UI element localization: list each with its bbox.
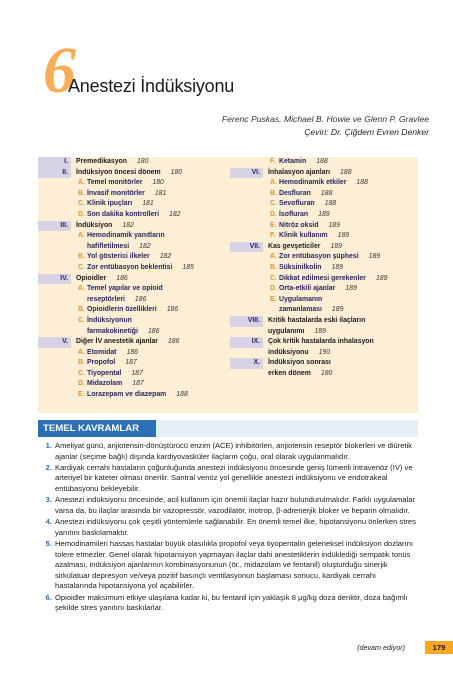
toc-letter: C.: [78, 316, 85, 324]
toc-label-text: İndüksiyonun: [87, 316, 132, 324]
key-concept-number: 4.: [45, 517, 52, 527]
toc-label: [87, 390, 188, 401]
toc-letter: A.: [78, 285, 85, 293]
toc-label: [87, 358, 137, 369]
toc-letter: D.: [270, 285, 277, 293]
toc-label-text: Tiyopental: [87, 369, 122, 377]
toc-letter: C.: [78, 369, 85, 377]
toc-label-text: İnvasif monitörler: [87, 189, 145, 197]
toc-section-number: [230, 348, 263, 359]
toc-label: [76, 221, 134, 232]
toc-section-number: VII.: [230, 242, 263, 253]
toc-label-text: uygulanımı: [268, 327, 305, 335]
toc-label: [279, 189, 332, 200]
toc-letter: B.: [78, 306, 85, 314]
toc-page: 180: [136, 158, 149, 165]
toc-label: [87, 305, 178, 316]
toc-label-text: reseptörleri: [87, 295, 125, 303]
key-concept-item: [38, 463, 418, 495]
toc-page: 181: [142, 200, 154, 208]
toc-page: 188: [324, 200, 337, 208]
toc-subsection: [38, 252, 228, 263]
toc-letter: A.: [78, 232, 85, 240]
toc-page: 181: [154, 189, 167, 197]
toc-subsection: [38, 358, 228, 369]
toc-subsection: [230, 178, 418, 189]
toc-subsection: [38, 295, 228, 306]
toc-page: 187: [132, 380, 144, 388]
toc-page: 185: [182, 263, 194, 271]
toc-letter: D.: [78, 380, 85, 388]
toc-label-text: Opioidlerin özellikleri: [87, 306, 157, 314]
toc-subsection: [38, 327, 228, 338]
toc-label: [87, 199, 154, 210]
toc-page: 188: [356, 179, 368, 187]
toc-label: [76, 274, 128, 285]
toc-letter: A.: [270, 179, 277, 187]
toc-label: [76, 337, 179, 348]
toc-subsection: [38, 263, 228, 274]
toc-label-text: İndüksiyon: [76, 221, 113, 229]
toc-label: [279, 274, 387, 285]
toc-section: [230, 242, 418, 253]
toc-label-text: Propofol: [87, 359, 116, 367]
key-concept-number: 3.: [45, 495, 52, 505]
toc-label: [279, 284, 357, 295]
toc-label: [268, 369, 332, 380]
key-concept-text: Opioidler maksimum etkiye ulaşılana kadar ki, bu fentanil için yaklaşık 8 μg/kg doza denktir, doza bağımlı şekilde stres yanıtını baskılarlar.: [55, 592, 408, 613]
toc-label-text: Nitröz oksid: [279, 221, 319, 229]
toc-subsection: [38, 348, 228, 359]
toc-label-text: hafifletilmesi: [87, 242, 130, 250]
key-concepts-title: TEMEL KAVRAMLAR: [38, 420, 156, 437]
toc-section: [38, 274, 228, 285]
toc-subsection: [230, 295, 418, 306]
toc-section: [230, 369, 418, 380]
toc-page: 189: [328, 221, 340, 229]
toc-label-text: Temel monitörler: [87, 179, 143, 187]
toc-label-text: Uygulamanın: [279, 295, 323, 303]
key-concepts-list: [38, 441, 418, 615]
toc-label-text: Kas gevşeticiler: [268, 242, 321, 250]
toc-label-text: Lorazepam ve diazepam: [87, 391, 167, 399]
toc-page: 189: [318, 210, 330, 218]
toc-subsection: [38, 242, 228, 253]
toc-page: 188: [316, 158, 328, 165]
toc-letter: A.: [78, 179, 85, 187]
toc-page: 180: [170, 168, 183, 176]
toc-label: [268, 327, 326, 338]
key-concept-item: [38, 593, 418, 614]
toc-section-number: [230, 327, 263, 338]
toc-section: [230, 327, 418, 338]
toc-label-text: Diğer İV anestetik ajanlar: [76, 338, 158, 346]
toc-letter: B.: [78, 189, 85, 197]
toc-page: 189: [314, 327, 326, 335]
toc-section: [38, 168, 228, 179]
toc-label-text: Klinik kullanım: [279, 232, 328, 240]
key-concept-text: Ameliyat günü, anjiotensin-dönüştürücü enzim (ACE) inhibitörleri, anjiotensin reseptör blokerleri ve diüretik ajanlar (seçime bağlı) dışında kardiyovasküler ilaçların çoğu, oral olarak uygulanmalıdır.: [55, 441, 413, 461]
key-concept-text: Kardiyak cerrahi hastaların çoğunluğunda anestezi indüksiyonu öncesinde geniş lümenli intravenöz (İV) ve arteriyel bir kateter olması önerilir. Santral venöz yol genellikle anestezi indüksiyonu ve endotrakeal entübasyonu bekleyebilir.: [55, 462, 413, 494]
toc-label-text: Süksinilkolin: [279, 263, 322, 271]
toc-label: [87, 284, 163, 295]
toc-letter: A.: [78, 348, 85, 356]
toc-label-text: Orta-etkili ajanlar: [279, 285, 336, 293]
toc-page: 186: [166, 306, 179, 314]
toc-subsection: [230, 231, 418, 242]
toc-subsection: [38, 284, 228, 295]
toc-page: 189: [330, 242, 342, 250]
toc-page: 186: [167, 338, 180, 346]
toc-letter: F.: [270, 232, 276, 240]
toc-subsection: [230, 252, 418, 263]
toc-subsection: [38, 390, 228, 401]
toc-label: [87, 231, 165, 242]
toc-label-text: Klinik ipuçları: [87, 200, 133, 208]
toc-label: [279, 263, 343, 274]
toc-subsection: [230, 274, 418, 285]
toc-page: 189: [331, 306, 344, 314]
toc-label: [268, 358, 331, 369]
toc-label-text: Desfluran: [279, 189, 311, 197]
toc-letter: B.: [78, 253, 85, 261]
toc-section-number: VI.: [230, 168, 263, 179]
toc-label-text: Etomidat: [87, 348, 117, 356]
toc-subsection: [230, 305, 418, 316]
key-concept-text: Anestezi indüksiyonu öncesinde, acil kullanım için önemli ilaçlar hazır bulundurulmalıdır. Farklı uygulamalar varsa da, bu ilaçlar arasında bir vazopressör, vazodilatör, inotrop, β-adrenerjik bloker ve heparin olmalıdır.: [55, 495, 416, 515]
toc-label-text: Zor entübasyon şüphesi: [279, 253, 359, 261]
key-concept-number: 1.: [45, 441, 52, 450]
toc-page: 189: [368, 253, 381, 261]
key-concept-item: [38, 539, 418, 592]
toc-label-text: Yol gösterici ilkeler: [87, 253, 150, 261]
toc-letter: C.: [78, 263, 85, 271]
toc-label-text: Zor entübasyon beklentisi: [87, 263, 173, 271]
toc-label: [279, 252, 380, 263]
chapter-header: [43, 34, 423, 108]
toc-letter: A.: [270, 253, 277, 261]
toc-label-text: Opioidler: [76, 274, 107, 282]
toc-page: 188: [176, 391, 188, 399]
toc-page: 182: [122, 221, 134, 229]
toc-page: 182: [159, 253, 172, 261]
toc-label: [87, 348, 138, 359]
toc-section-number: VIII.: [230, 316, 263, 327]
toc-label-text: Sevofluran: [279, 200, 315, 208]
toc-letter: E.: [270, 221, 277, 229]
toc-label: [268, 168, 352, 179]
toc-letter: D.: [270, 210, 277, 218]
toc-label-text: zamanlaması: [279, 306, 322, 314]
toc-letter: F.: [270, 158, 276, 165]
toc-label-text: Premedikasyon: [76, 158, 127, 165]
translator: Çeviri: Dr. Çiğdem Evren Denker: [304, 127, 429, 137]
toc-letter: B.: [78, 359, 85, 367]
toc-page: 188: [320, 189, 333, 197]
toc-label: [279, 305, 343, 316]
toc-page: 186: [126, 348, 138, 356]
toc-subsection: [38, 199, 228, 210]
authors-block: [222, 113, 429, 139]
toc-page: 182: [139, 242, 151, 250]
key-concept-item: [38, 495, 418, 516]
toc-page: 187: [131, 369, 143, 377]
toc-letter: C.: [270, 274, 277, 282]
table-of-contents: [38, 157, 418, 413]
toc-label: [76, 168, 182, 179]
toc-label: [87, 263, 194, 274]
toc-page: 188: [340, 168, 352, 176]
toc-subsection: [38, 210, 228, 221]
toc-section-number: IX.: [230, 337, 263, 348]
toc-label: [279, 231, 349, 242]
toc-subsection: [230, 221, 418, 232]
toc-label: [87, 316, 132, 327]
toc-subsection: [230, 199, 418, 210]
toc-section-number: X.: [230, 358, 263, 369]
toc-label: [279, 199, 336, 210]
toc-subsection: [38, 316, 228, 327]
toc-letter: E.: [78, 391, 85, 399]
toc-label-text: İndüksiyon öncesi dönem: [76, 168, 161, 176]
toc-label: [268, 348, 330, 359]
toc-subsection: [38, 369, 228, 380]
toc-section-number: III.: [38, 221, 71, 232]
toc-right-column: [230, 157, 418, 379]
toc-label: [279, 295, 322, 306]
continued-note: [357, 643, 405, 652]
toc-page: 182: [169, 210, 181, 218]
toc-subsection: [230, 210, 418, 221]
toc-section-number: [230, 369, 263, 380]
toc-subsection: [230, 284, 418, 295]
toc-label: [87, 210, 181, 221]
toc-label: [87, 327, 159, 338]
toc-page: 186: [147, 327, 160, 335]
toc-page: 190: [318, 348, 331, 356]
toc-subsection: [230, 157, 418, 168]
toc-subsection: [38, 178, 228, 189]
toc-label: [268, 242, 342, 253]
toc-subsection: [38, 305, 228, 316]
toc-letter: C.: [78, 200, 85, 208]
toc-label-text: farmakokinetiği: [87, 327, 138, 335]
toc-section: [38, 157, 228, 168]
toc-label-text: İsofluran: [279, 210, 309, 218]
toc-subsection: [230, 263, 418, 274]
page-number: 179: [425, 641, 453, 654]
toc-label: [279, 157, 328, 168]
toc-label-text: Hemodinamik yanıtların: [87, 232, 165, 240]
toc-label: [279, 178, 368, 189]
toc-left-column: [38, 157, 228, 401]
toc-label: [279, 210, 330, 221]
toc-page: 180: [320, 369, 333, 377]
toc-label-text: İndüksiyon sonrası: [268, 359, 331, 367]
toc-letter: C.: [270, 200, 277, 208]
toc-section-number: V.: [38, 337, 71, 348]
toc-label: [87, 379, 144, 390]
key-concept-number: 2.: [45, 462, 52, 472]
toc-section-number: II.: [38, 168, 71, 179]
key-concept-text: Anestezi indüksiyonu çok çeşitli yöntemlerle sağlanabilir. En önemli temel ilke, hipotansiyonu önlerken stres yanıtını baskılamaktır.: [55, 517, 416, 537]
toc-label: [87, 178, 164, 189]
toc-label: [87, 369, 143, 380]
toc-section: [230, 316, 418, 327]
key-concept-item: [38, 517, 418, 538]
toc-letter: B.: [270, 189, 277, 197]
toc-label-text: Çok kritik hastalarda inhalasyon: [268, 338, 374, 346]
key-concept-text: Hemodinamileri hassas hastalar büyük olasılıkla propofol veya tiyopentalin geleneksel indüksiyon dozlarını tolere etmezler. Genel olarak hipotansiyon yapmayan ilaçlar dahi anestetiklerin indüklediği sempatik tonüs azalması, indüksiyon ajanlarının kombinasyonunun (ör., midazolam ve fentanil) oluşturduğu sinerjik sirkülatuar depresyon ve/veya pozitif basınçlı ventilasyonun başlaması sonucu, kardiyak cerrahi hastalarında hipotansiyona yol açabilirler.: [55, 539, 413, 591]
toc-label-text: Dikkat edilmesi gerekenler: [279, 274, 366, 282]
toc-label: [87, 242, 151, 253]
toc-page: 187: [125, 359, 137, 367]
toc-section: [38, 337, 228, 348]
chapter-title: Anestezi İndüksiyonu: [68, 76, 235, 96]
toc-label: [87, 295, 146, 306]
toc-label-text: indüksiyonu: [268, 348, 309, 356]
toc-label-text: Kritik hastalarda eski ilaçların: [268, 316, 366, 324]
toc-subsection: [230, 189, 418, 200]
toc-letter: B.: [270, 263, 277, 271]
key-concepts-header: [38, 420, 418, 437]
toc-label: [268, 337, 374, 348]
key-concept-number: 6.: [45, 592, 52, 602]
toc-section: [38, 221, 228, 232]
toc-label: [87, 252, 171, 263]
chapter-number: 6: [43, 34, 76, 107]
key-concept-item: [38, 441, 418, 462]
toc-section-number: IV.: [38, 274, 71, 285]
toc-label-text: Hemodinamik etkiler: [279, 179, 347, 187]
toc-page: 189: [337, 232, 350, 240]
toc-label: [87, 189, 166, 200]
toc-section: [230, 358, 418, 369]
toc-page: 189: [345, 285, 357, 293]
authors: Ferenc Puskas, Michael B. Howie ve Glenn P. Gravlee: [221, 114, 429, 124]
toc-page: 189: [331, 263, 344, 271]
key-concept-number: 5.: [45, 539, 52, 549]
continued-text: (devam ediyor): [357, 643, 405, 652]
toc-label: [279, 221, 340, 232]
toc-label-text: Son dakika kontrolleri: [87, 210, 159, 218]
toc-letter: D.: [78, 210, 85, 218]
toc-page: 189: [375, 274, 388, 282]
toc-label-text: Midazolam: [87, 380, 123, 388]
toc-section: [230, 337, 418, 348]
toc-page: 180: [152, 179, 164, 187]
toc-subsection: [38, 189, 228, 200]
toc-label-text: İnhalasyon ajanları: [268, 168, 331, 176]
toc-label: [76, 157, 148, 168]
toc-letter: E.: [270, 295, 277, 303]
toc-page: 186: [116, 274, 128, 282]
toc-subsection: [38, 231, 228, 242]
toc-label-text: Ketamin: [279, 158, 307, 165]
toc-page: 186: [134, 295, 147, 303]
toc-label-text: erken dönem: [268, 369, 311, 377]
toc-section: [230, 168, 418, 179]
toc-label: [268, 316, 365, 327]
toc-subsection: [38, 379, 228, 390]
toc-section-number: I.: [38, 157, 71, 168]
toc-section: [230, 348, 418, 359]
toc-label-text: Temel yapılar ve opioid: [87, 285, 163, 293]
